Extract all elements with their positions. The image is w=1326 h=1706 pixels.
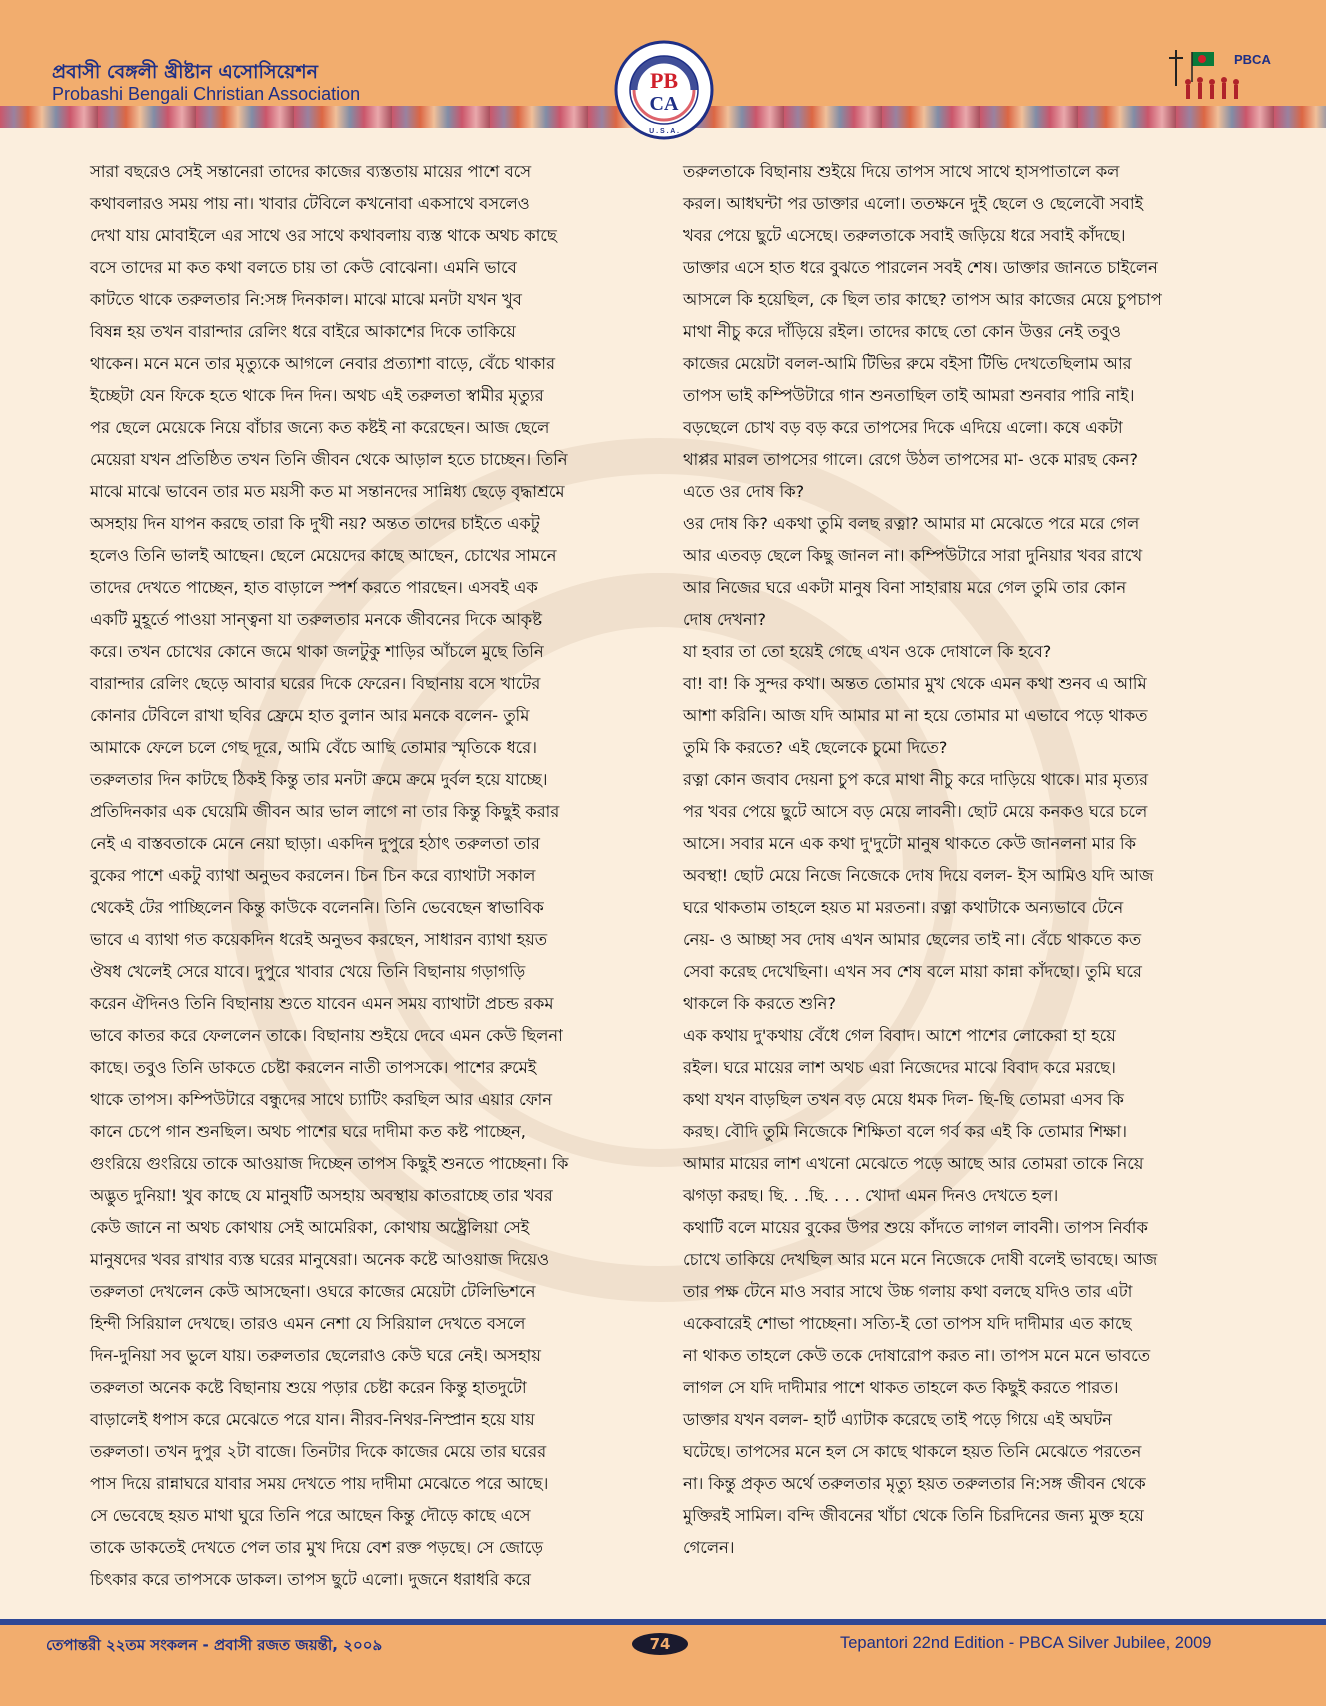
pbca-corner-logo-icon (1166, 42, 1286, 112)
text-line: আশা করিনি। আজ যদি আমার মা না হয়ে তোমার মা এভাবে পড়ে থাকত (683, 706, 1148, 725)
text-line: চোখে তাকিয়ে দেখছিল আর মনে মনে নিজেকে দোষী বলেই ভাবছে। আজ (683, 1250, 1158, 1269)
text-line: মানুষদের খবর রাখার ব্যস্ত ঘরের মানুষেরা। অনেক কষ্টে আওয়াজ দিয়েও (90, 1250, 549, 1269)
text-line: আমাকে ফেলে চলে গেছ দূরে, আমি বেঁচে আছি তোমার স্মৃতিকে ধরে। (90, 738, 537, 757)
text-line: নেই এ বাস্তবতাকে মেনে নেয়া ছাড়া। একদিন দুপুরে হঠাৎ তরুলতা তার (90, 834, 540, 853)
text-line: ভাবে কাতর করে ফেললেন তাকে। বিছানায় শুইয়ে দেবে এমন কেউ ছিলনা (90, 1026, 563, 1045)
text-line: না থাকত তাহলে কেউ তকে দোষারোপ করত না। তাপস মনে মনে ভাবতে (683, 1346, 1150, 1365)
text-line: কাছে। তবুও তিনি ডাকতে চেষ্টা করলেন নাতী তাপসকে। পাশের রুমেই (90, 1058, 537, 1077)
svg-text:U . S . A .: U . S . A . (649, 128, 679, 135)
text-line: তাকে ডাকতেই দেখতে পেল তার মুখ দিয়ে বেশ রক্ত পড়ছে। সে জোড়ে (90, 1538, 543, 1557)
text-line: সেবা করেছ দেখেছিনা। এখন সব শেষ বলে মায়া কান্না কাঁদছো। তুমি ঘরে (683, 962, 1142, 981)
pbca-logo-icon (614, 40, 714, 140)
text-line: কাজের মেয়েটা বলল-আমি টিভির রুমে বইসা টিভি দেখতেছিলাম আর (683, 354, 1132, 373)
text-line: এতে ওর দোষ কি? (683, 482, 805, 501)
footer-edition-bengali: তেপান্তরী ২২তম সংকলন - প্রবাসী রজত জয়ন্তী, ২০০৯ (46, 1636, 383, 1654)
text-line: থাকেন। মনে মনে তার মৃত্যুকে আগলে নেবার প্রত্যাশা বাড়ে, বেঁচে থাকার (90, 354, 555, 373)
text-line: এক কথায় দু'কথায় বেঁধে গেল বিবাদ। আশে পাশের লোকেরা হা হয়ে (683, 1026, 1116, 1045)
text-line: গেলেন। (683, 1538, 735, 1557)
text-line: আসে। সবার মনে এক কথা দু'দুটো মানুষ থাকতে কেউ জানলনা মার কি (683, 834, 1136, 853)
text-line: আর এতবড় ছেলে কিছু জানল না। কম্পিউটারে সারা দুনিয়ার খবর রাখে (683, 546, 1143, 565)
text-line: ঔষধ খেলেই সেরে যাবে। দুপুরে খাবার খেয়ে তিনি বিছানায় গড়াগড়ি (90, 962, 526, 981)
text-line: বুকের পাশে একটু ব্যাথা অনুভব করলেন। চিন চিন করে ব্যাথাটা সকাল (90, 866, 536, 885)
text-line: তরুলতাকে বিছানায় শুইয়ে দিয়ে তাপস সাথে সাথে হাসপাতালে কল (683, 162, 1120, 181)
text-line: করেন ঐদিনও তিনি বিছানায় শুতে যাবেন এমন সময় ব্যাথাটা প্রচন্ড রকম (90, 994, 554, 1013)
text-line: নেয়- ও আচ্ছা সব দোষ এখন আমার ছেলের তাই না। বেঁচে থাকতে কত (683, 930, 1141, 949)
text-line: দোষ দেখনা? (683, 610, 766, 629)
text-line: তুমি কি করতে? এই ছেলেকে চুমো দিতে? (683, 738, 948, 757)
article-left-column (90, 156, 650, 1596)
text-line: তরুলতা দেখলেন কেউ আসছেনা। ওঘরে কাজের মেয়েটা টেলিভিশনে (90, 1282, 536, 1301)
text-line: ঝগড়া করছ। ছি. . .ছি. . . . খোদা এমন দিনও দেখতে হল। (683, 1186, 1059, 1205)
text-line: থেকেই টের পাচ্ছিলেন কিন্তু কাউকে বলেননি। তিনি ভেবেছেন স্বাভাবিক (90, 898, 544, 917)
svg-text:PBCA: PBCA (1234, 52, 1271, 67)
text-line: তাদের দেখতে পাচ্ছেন, হাত বাড়ালে স্পর্শ করতে পারছেন। এসবই এক (90, 578, 538, 597)
page-number: 74 (649, 1635, 671, 1653)
text-line: খবর পেয়ে ছুটে এসেছে। তরুলতাকে সবাই জড়িয়ে ধরে সবাই কাঁদছে। (683, 226, 1126, 245)
text-line: কথা যখন বাড়ছিল তখন বড় মেয়ে ধমক দিল- ছি-ছি তোমরা এসব কি (683, 1090, 1124, 1109)
text-line: রইল। ঘরে মায়ের লাশ অথচ এরা নিজেদের মাঝে বিবাদ করে মরছে। (683, 1058, 1116, 1077)
footer-edition-english: Tepantori 22nd Edition - PBCA Silver Jubilee, 2009 (840, 1634, 1212, 1652)
text-line: মেয়েরা যখন প্রতিষ্ঠিত তখন তিনি জীবন থেকে আড়াল হতে চাচ্ছেন। তিনি (90, 450, 568, 469)
text-line: একেবারেই শোভা পাচ্ছেনা। সত্যি-ই তো তাপস যদি দাদীমার এত কাছে (683, 1314, 1132, 1333)
text-line: অদ্ভুত দুনিয়া! খুব কাছে যে মানুষটি অসহায় অবস্থায় কাতরাচ্ছে তার খবর (90, 1186, 553, 1205)
text-line: কেউ জানে না অথচ কোথায় সেই আমেরিকা, কোথায় অষ্ট্রেলিয়া সেই (90, 1218, 530, 1237)
text-line: থাপ্পর মারল তাপসের গালে। রেগে উঠল তাপসের মা- ওকে মারছ কেন? (683, 450, 1139, 469)
text-line: প্রতিদিনকার এক ঘেয়েমি জীবন আর ভাল লাগে না তার কিন্তু কিছুই করার (90, 802, 560, 821)
text-line: দিন-দুনিয়া সব ভুলে যায়। তরুলতার ছেলেরাও কেউ ঘরে নেই। অসহায় (90, 1346, 541, 1365)
text-line: ইচ্ছেটা যেন ফিকে হতে থাকে দিন দিন। অথচ এই তরুলতা স্বামীর মৃত্যুর (90, 386, 544, 405)
text-line: পর খবর পেয়ে ছুটে আসে বড় মেয়ে লাবনী। ছোট মেয়ে কনকও ঘরে চলে (683, 802, 1148, 821)
text-line: বসে তাদের মা কত কথা বলতে চায় তা কেউ বোঝেনা। এমনি ভাবে (90, 258, 517, 277)
text-line: তরুলতার দিন কাটছে ঠিকই কিন্তু তার মনটা ক্রমে ক্রমে দুর্বল হয়ে যাচ্ছে। (90, 770, 548, 789)
text-line: হলেও তিনি ভালই আছেন। ছেলে মেয়েদের কাছে আছেন, চোখের সামনে (90, 546, 557, 565)
text-line: ভাবে এ ব্যাথা গত কয়েকদিন ধরেই অনুভব করছেন, সাধারন ব্যাথা হয়ত (90, 930, 547, 949)
text-line: ডাক্তার এসে হাত ধরে বুঝতে পারলেন সবই শেষ। ডাক্তার জানতে চাইলেন (683, 258, 1158, 277)
text-line: বড়ছেলে চোখ বড় বড় করে তাপসের দিকে এদিয়ে এলো। কষে একটা (683, 418, 1123, 437)
text-line: করছ। বৌদি তুমি নিজেকে শিক্ষিতা বলে গর্ব কর এই কি তোমার শিক্ষা। (683, 1122, 1127, 1141)
text-line: একটি মুহূর্তে পাওয়া সান্ত্বনা যা তরুলতার মনকে জীবনের দিকে আকৃষ্ট (90, 610, 542, 629)
text-line: যা হবার তা তো হয়েই গেছে এখন ওকে দোষালে কি হবে? (683, 642, 1052, 661)
text-line: দেখা যায় মোবাইলে এর সাথে ওর সাথে কথাবলায় ব্যস্ত থাকে অথচ কাছে (90, 226, 557, 245)
association-name-english: Probashi Bengali Christian Association (52, 84, 361, 104)
text-line: হিন্দী সিরিয়াল দেখছে। তারও এমন নেশা যে সিরিয়াল দেখতে বসলে (90, 1314, 526, 1333)
svg-text:CA: CA (649, 93, 679, 115)
text-line: অবস্থা! ছোট মেয়ে নিজে নিজেকে দোষ দিয়ে বলল- ইস আমিও যদি আজ (683, 866, 1154, 885)
text-line: ওর দোষ কি? একথা তুমি বলছ রত্না? আমার মা মেঝেতে পরে মরে গেল (683, 514, 1140, 533)
text-line: মাঝে মাঝে ভাবেন তার মত ময়সী কত মা সন্তানদের সান্নিধ্য ছেড়ে বৃদ্ধাশ্রমে (90, 482, 565, 501)
text-line: কথাবলারও সময় পায় না। খাবার টেবিলে কখনোবা একসাথে বসলেও (90, 194, 530, 213)
text-line: করল। আধঘন্টা পর ডাক্তার এলো। ততক্ষনে দুই ছেলে ও ছেলেবৌ সবাই (683, 194, 1144, 213)
text-line: আর নিজের ঘরে একটা মানুষ বিনা সাহারায় মরে গেল তুমি তার কোন (683, 578, 1127, 597)
text-line: চিৎকার করে তাপসকে ডাকল। তাপস ছুটে এলো। দুজনে ধরাধরি করে (90, 1570, 531, 1589)
article-right-column (683, 156, 1249, 1564)
text-line: বারান্দার রেলিং ছেড়ে আবার ঘরের দিকে ফেরেন। বিছানায় বসে খাটের (90, 674, 541, 693)
text-line: করে। তখন চোখের কোনে জমে থাকা জলটুকু শাড়ির আঁচলে মুছে তিনি (90, 642, 544, 661)
text-line: থাকলে কি করতে শুনি? (683, 994, 837, 1013)
text-line: অসহায় দিন যাপন করছে তারা কি দুখী নয়? অন্তত তাদের চাইতে একটু (90, 514, 540, 533)
text-line: কোনার টেবিলে রাখা ছবির ফ্রেমে হাত বুলান আর মনকে বলেন- তুমি (90, 706, 530, 725)
text-line: তরুলতা। তখন দুপুর ২টা বাজে। তিনটার দিকে কাজের মেয়ে তার ঘরের (90, 1442, 547, 1461)
text-line: বাড়ালেই ধপাস করে মেঝেতে পরে যান। নীরব-নিথর-নিস্প্রান হয়ে যায় (90, 1410, 535, 1429)
association-name-bengali: প্রবাসী বেঙ্গলী খ্রীষ্টান এসোসিয়েশন (52, 61, 318, 83)
text-line: মাথা নীচু করে দাঁড়িয়ে রইল। তাদের কাছে তো কোন উত্তর নেই তবুও (683, 322, 1121, 341)
text-line: তরুলতা অনেক কষ্টে বিছানায় শুয়ে পড়ার চেষ্টা করেন কিন্তু হাতদুটো (90, 1378, 527, 1397)
text-line: বিষন্ন হয় তখন বারান্দার রেলিং ধরে বাইরে আকাশের দিকে তাকিয়ে (90, 322, 516, 341)
text-line: লাগল সে যদি দাদীমার পাশে থাকত তাহলে কত কিছুই করতে পারত। (683, 1378, 1119, 1397)
text-line: ঘরে থাকতাম তাহলে হয়ত মা মরতনা। রত্না কথাটাকে অন্যভাবে টেনে (683, 898, 1124, 917)
text-line: বা! বা! কি সুন্দর কথা। অন্তত তোমার মুখ থেকে এমন কথা শুনব এ আমি (683, 674, 1147, 693)
text-line: আমার মায়ের লাশ এখনো মেঝেতে পড়ে আছে আর তোমরা তাকে নিয়ে (683, 1154, 1144, 1173)
text-line: পাস দিয়ে রান্নাঘরে যাবার সময় দেখতে পায় দাদীমা মেঝেতে পরে আছে। (90, 1474, 549, 1493)
text-line: গুংরিয়ে গুংরিয়ে তাকে আওয়াজ দিচ্ছেন তাপস কিছুই শুনতে পাচ্ছেনা। কি (90, 1154, 569, 1173)
text-line: রত্না কোন জবাব দেয়না চুপ করে মাথা নীচু করে দাড়িয়ে থাকে। মার মৃত্যর (683, 770, 1148, 789)
text-line: পর ছেলে মেয়েকে নিয়ে বাঁচার জন্যে কত কষ্টই না করেছেন। আজ ছেলে (90, 418, 550, 437)
text-line: তাপস ভাই কম্পিউটারে গান শুনতাছিল তাই আমরা শুনবার পারি নাই। (683, 386, 1135, 405)
text-line: ঘটেছে। তাপসের মনে হল সে কাছে থাকলে হয়ত তিনি মেঝেতে পরতেন (683, 1442, 1142, 1461)
text-line: তার পক্ষ টেনে মাও সবার সাথে উচ্চ গলায় কথা বলছে যদিও তার এটা (683, 1282, 1133, 1301)
text-line: ডাক্তার যখন বলল- হার্ট এ্যাটাক করেছে তাই পড়ে গিয়ে এই অঘটন (683, 1410, 1112, 1429)
svg-text:PB: PB (649, 68, 679, 93)
text-line: না। কিন্তু প্রকৃত অর্থে তরুলতার মৃত্যু হয়ত তরুলতার নি:সঙ্গ জীবন থেকে (683, 1474, 1146, 1493)
text-line: আসলে কি হয়েছিল, কে ছিল তার কাছে? তাপস আর কাজের মেয়ে চুপচাপ (683, 290, 1162, 309)
text-line: সারা বছরেও সেই সন্তানেরা তাদের কাজের ব্যস্ততায় মায়ের পাশে বসে (90, 162, 531, 181)
text-line: কথাটি বলে মায়ের বুকের উপর শুয়ে কাঁদতে লাগল লাবনী। তাপস নির্বাক (683, 1218, 1148, 1237)
text-line: মুক্তিরই সামিল। বন্দি জীবনের খাঁচা থেকে তিনি চিরদিনের জন্য মুক্ত হয়ে (683, 1506, 1144, 1525)
text-line: থাকে তাপস। কম্পিউটারে বন্ধুদের সাথে চ্যাটিং করছিল আর এয়ার ফোন (90, 1090, 552, 1109)
text-line: কাটতে থাকে তরুলতার নি:সঙ্গ দিনকাল। মাঝে মাঝে মনটা যখন খুব (90, 290, 522, 309)
text-line: সে ভেবেছে হয়ত মাথা ঘুরে তিনি পরে আছেন কিন্তু দৌড়ে কাছে এসে (90, 1506, 531, 1525)
text-line: কানে চেপে গান শুনছিল। অথচ পাশের ঘরে দাদীমা কত কষ্ট পাচ্ছেন, (90, 1122, 526, 1141)
